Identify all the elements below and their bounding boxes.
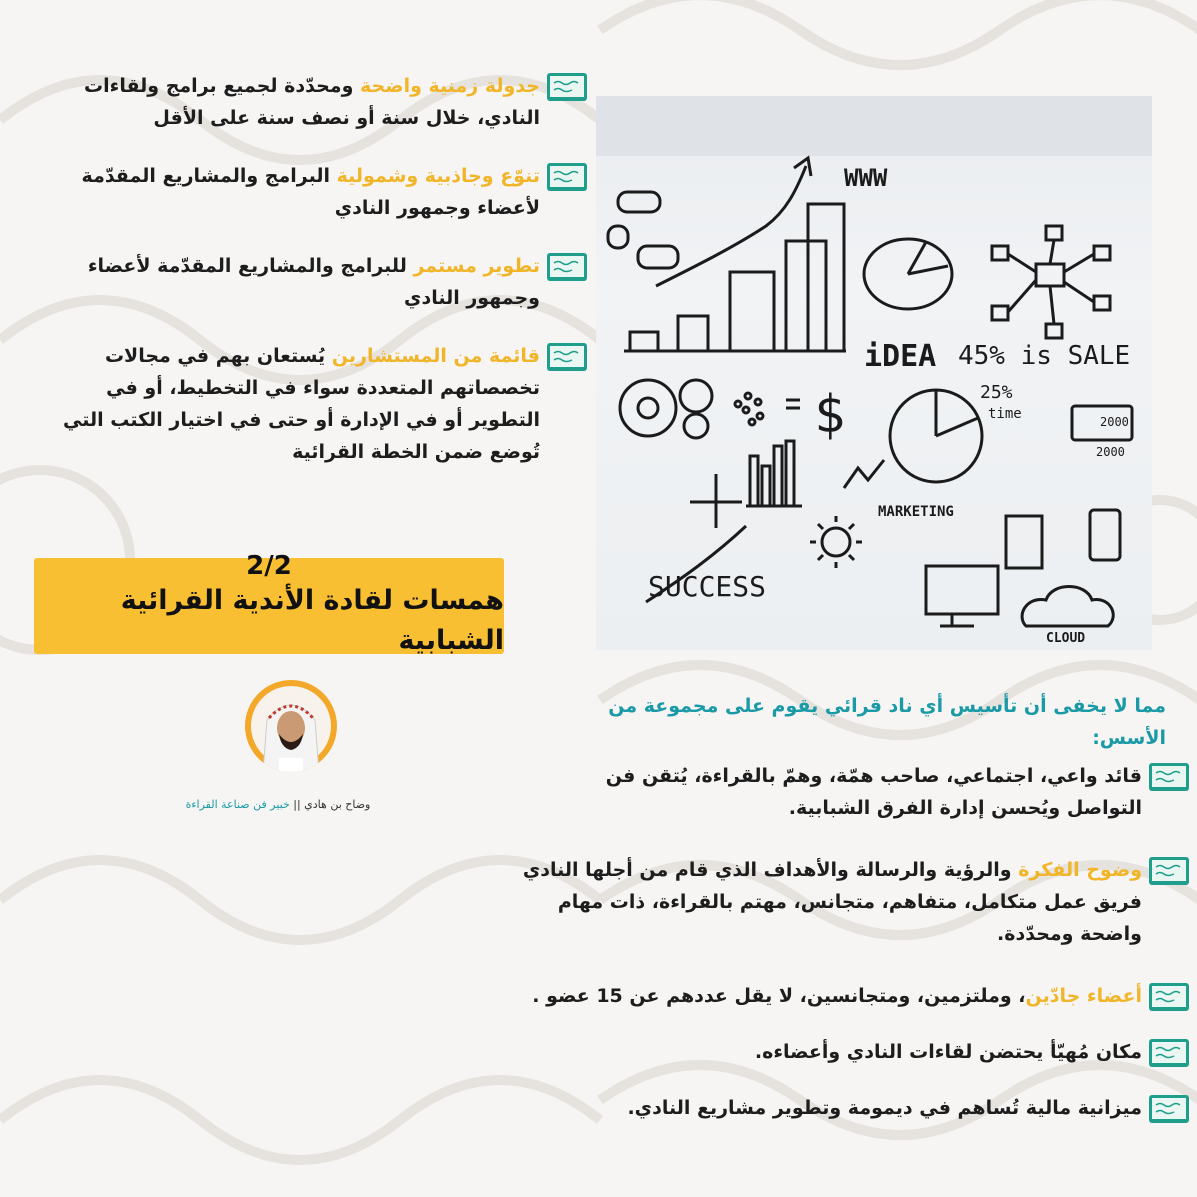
word-price: 2000 [1100, 415, 1129, 429]
item-text: ميزانية مالية تُساهم في ديمومة وتطوير مشاريع النادي. [627, 1097, 1142, 1119]
chalkboard-icon [546, 252, 588, 282]
item-highlight: تطوير مستمر [413, 255, 540, 277]
item-text: ، وملتزمين، ومتجانسين، لا يقل عددهم عن 15 عضو . [532, 985, 1026, 1007]
bar [730, 272, 774, 351]
bar [630, 332, 658, 351]
word-dollar: $ [814, 385, 846, 445]
doodle-illustration [596, 96, 1152, 650]
item-text: مكان مُهيّأ يحتضن لقاءات النادي وأعضاءه. [754, 1041, 1142, 1063]
list-item [520, 854, 1190, 950]
word-success: SUCCESS [648, 570, 767, 603]
avatar [245, 680, 337, 772]
list-item [520, 1092, 1190, 1124]
growth-arrow [656, 166, 806, 286]
chalkboard-icon [546, 162, 588, 192]
list-item [520, 1036, 1190, 1068]
chalkboard-icon [1148, 982, 1190, 1012]
author-name: وضاح بن هادي || [293, 798, 371, 811]
item-text: ومحدّدة لجميع برامج ولقاءات النادي، خلال سنة أو نصف سنة على الأقل [84, 75, 540, 129]
chalkboard-icon [546, 342, 588, 372]
bar [678, 316, 708, 351]
item-highlight: وضوح الفكرة [1018, 859, 1142, 881]
word-time: time [988, 406, 1022, 422]
list-item [520, 760, 1190, 824]
item-text: للبرامج والمشاريع المقدّمة لأعضاء وجمهور النادي [87, 255, 540, 309]
page-number: 2/2 [246, 551, 292, 581]
item-highlight: أعضاء جادّين [1025, 985, 1142, 1007]
word-www: WWW [844, 164, 888, 192]
bar [786, 241, 826, 351]
intro-text [540, 690, 1166, 754]
list-item [520, 980, 1190, 1012]
item-text: يُستعان بهم في مجالات تخصصاتهم المتعددة سواء في التخطيط، أو في التطوير أو في الإدارة أو حتى في اختيار الكتب التي تُوضع ضمن الخطة القرائية [62, 345, 540, 463]
list-item [28, 250, 588, 314]
business-doodle-photo [596, 96, 1152, 650]
word-idea: iDEA [864, 339, 937, 374]
word-sale: 45% is SALE [958, 341, 1131, 371]
title-banner [34, 551, 504, 656]
word-price: 2000 [1096, 445, 1125, 459]
chalkboard-icon [546, 72, 588, 102]
top-list [28, 70, 588, 468]
cloud-icon [1022, 587, 1113, 627]
item-text: والرؤية والرسالة والأهداف الذي قام من أجلها النادي فريق عمل متكامل، متفاهم، متجانس، مهتم بالقراءة، ذات مهام واضحة ومحدّدة. [522, 859, 1142, 945]
bottom-list [520, 760, 1190, 1124]
banner-title: همسات لقادة الأندية القرائية الشبابية [120, 585, 504, 656]
chalkboard-icon [1148, 856, 1190, 886]
intro-line: مما لا يخفى أن تأسيس أي ناد قرائي يقوم على مجموعة من الأسس: [608, 695, 1166, 749]
chalkboard-icon [1148, 1094, 1190, 1124]
list-item [28, 70, 588, 134]
list-item [28, 340, 588, 468]
monitor-icon [926, 566, 998, 614]
word-marketing: MARKETING [878, 504, 954, 520]
author-caption [180, 798, 376, 811]
item-text: البرامج والمشاريع المقدّمة لأعضاء وجمهور النادي [81, 165, 540, 219]
list-item [28, 160, 588, 224]
gear-icon [620, 380, 676, 436]
chalkboard-icon [1148, 762, 1190, 792]
item-highlight: قائمة من المستشارين [331, 345, 540, 367]
word-pct: 25% [980, 382, 1013, 403]
item-highlight: جدولة زمنية واضحة [360, 75, 540, 97]
item-highlight: تنوّع وجاذبية وشمولية [336, 165, 540, 187]
sun-icon [822, 528, 850, 556]
word-cloud: CLOUD [1046, 631, 1086, 646]
item-text: قائد واعي، اجتماعي، صاحب همّة، وهمّ بالقراءة، يُتقن فن التواصل ويُحسن إدارة الفرق الشبابية. [605, 765, 1142, 819]
author-role: خبير فن صناعة القراءة [185, 798, 290, 811]
chalkboard-icon [1148, 1038, 1190, 1068]
